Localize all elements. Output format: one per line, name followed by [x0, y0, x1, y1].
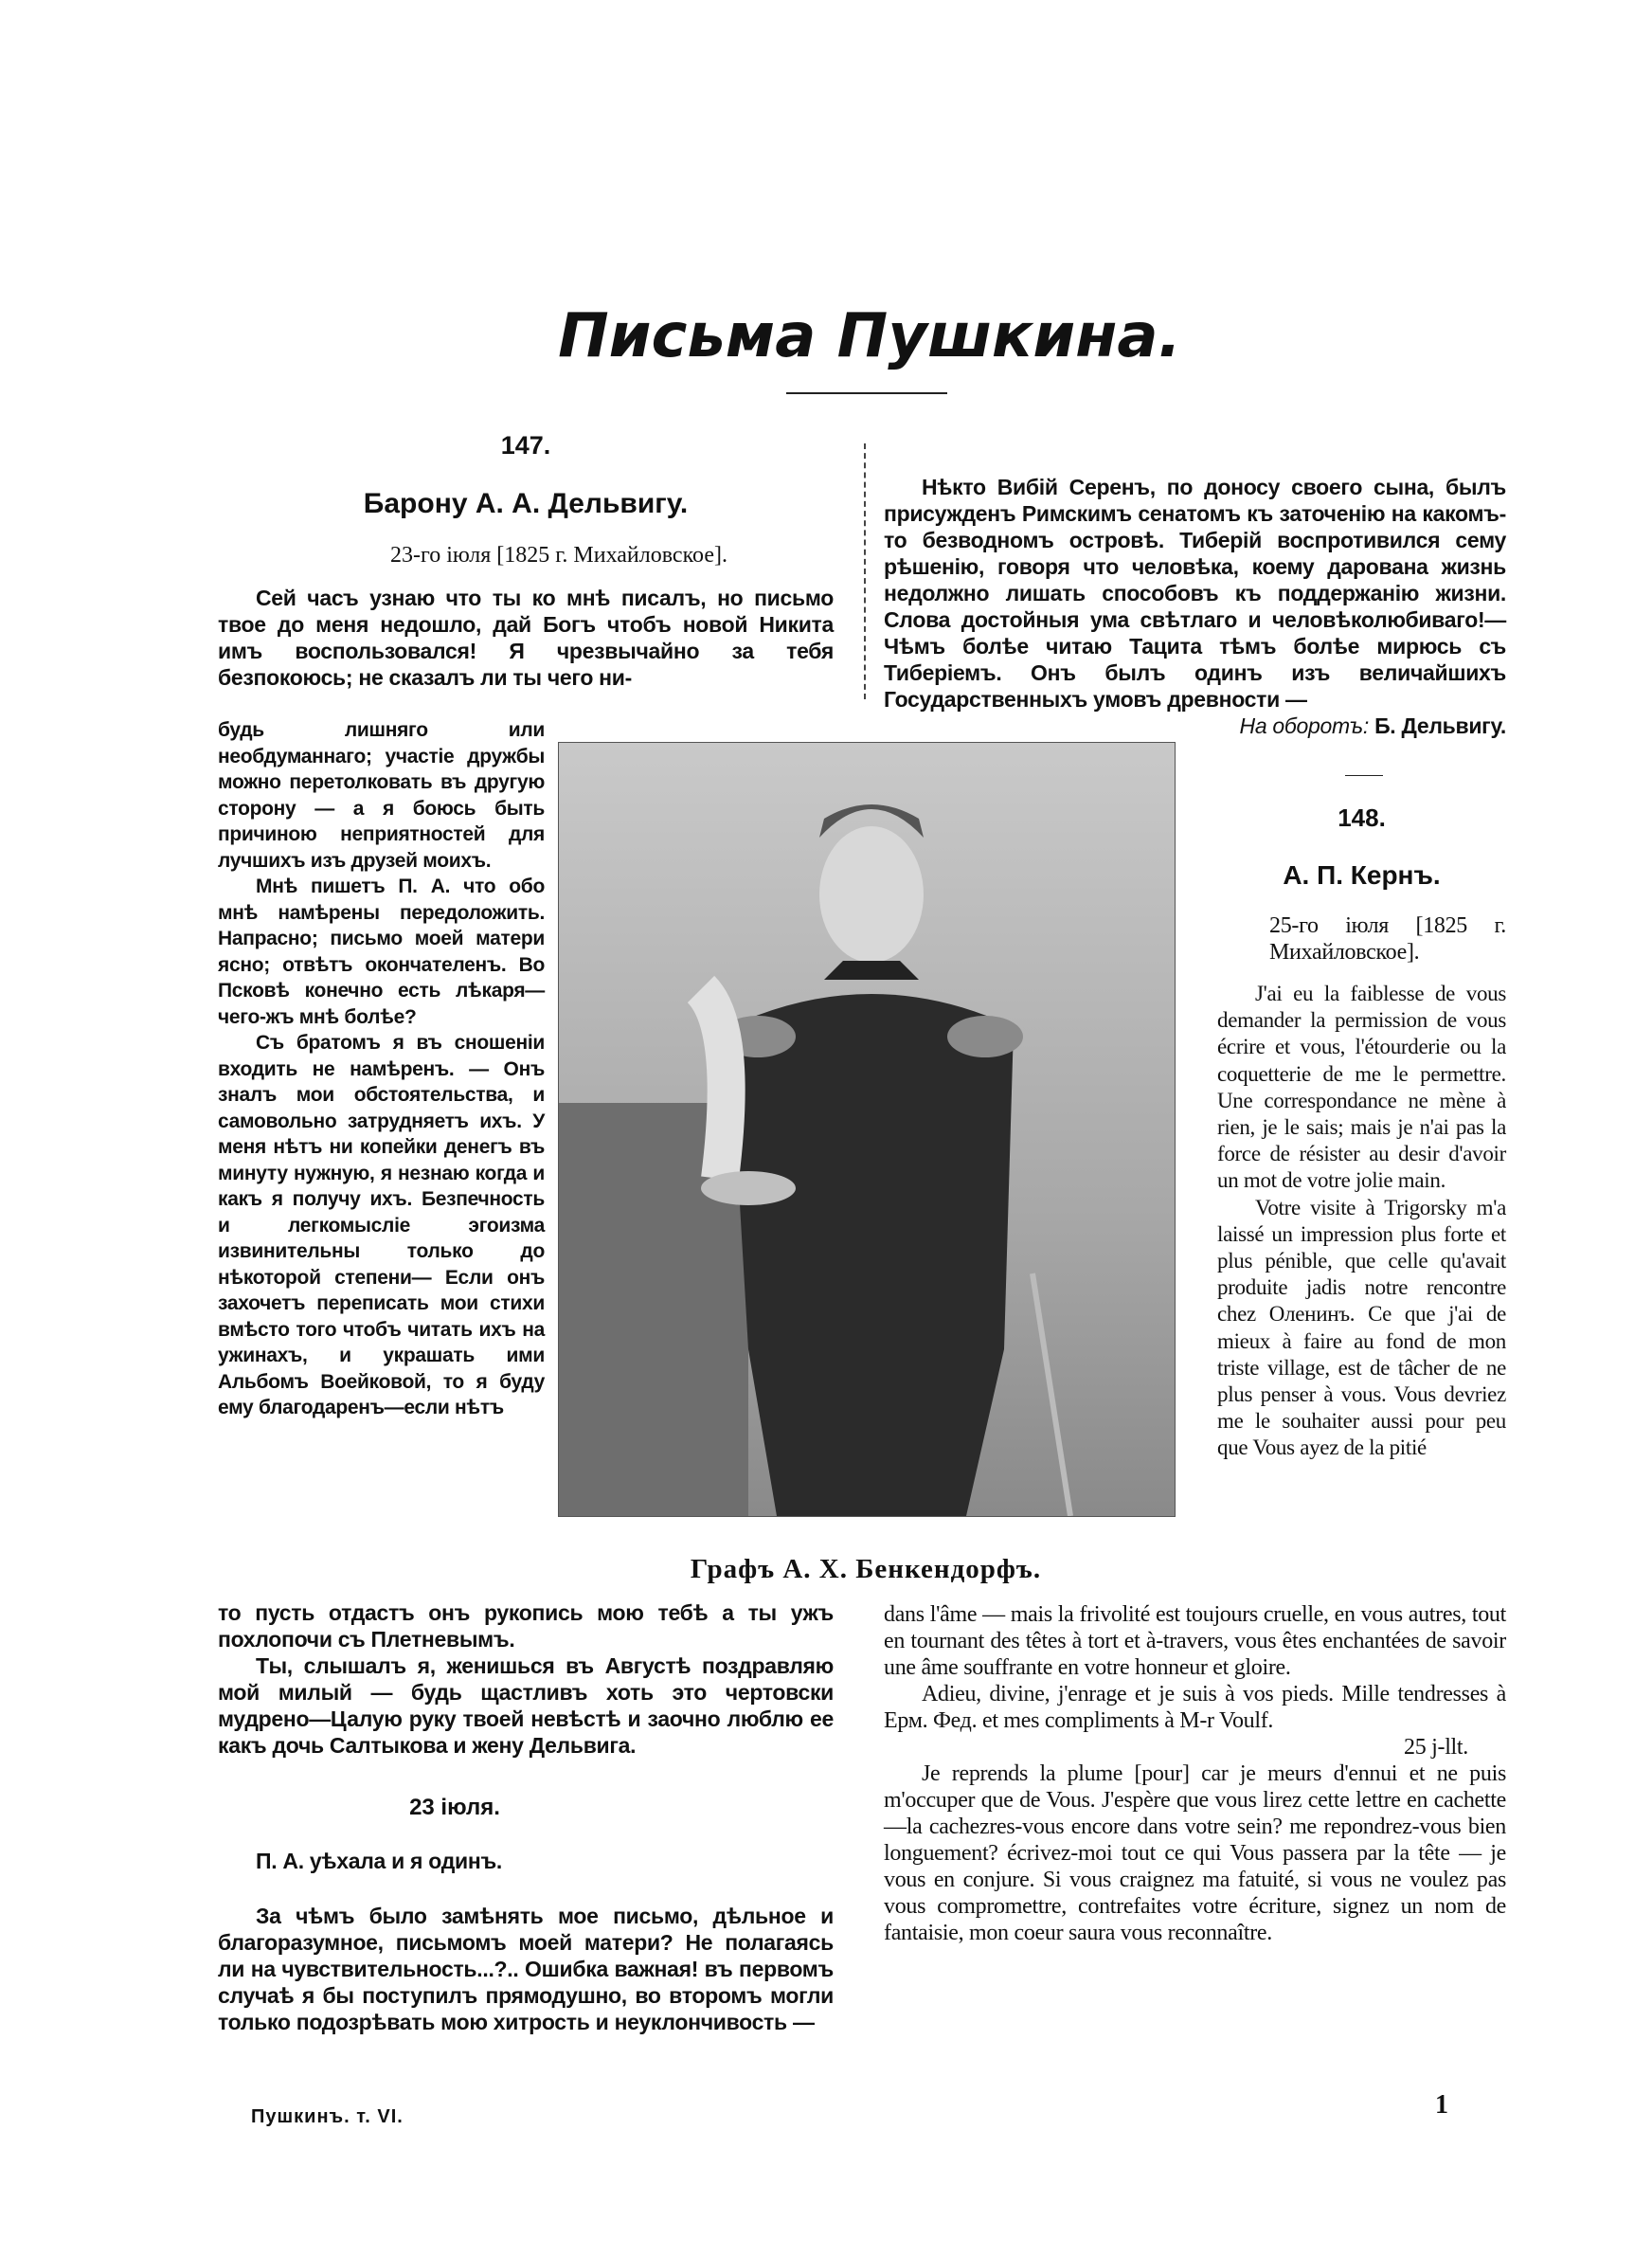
portrait-image — [558, 742, 1176, 1517]
verso-label: На оборотъ: — [1239, 713, 1369, 738]
page-number: 1 — [1435, 2090, 1448, 2120]
separator — [1345, 775, 1383, 776]
letter-147-date: 23-го іюля [1825 г. Михайловское]. — [390, 543, 727, 568]
letter-147-text-continued: то пусть отдастъ онъ рукопись мою тебѣ а ты ужъ похлопочи съ Плетневымъ. Ты, слышалъ я, женишься въ Августѣ поздравляю мой милый — будь щастливъ хоть это чертовски мудрено—Цалую руку твоей невѣстѣ и заочно люблю ее какъ дочь Салтыкова и жену Дельвига. — [218, 1600, 834, 1758]
letter-148-number: 148. — [1338, 803, 1386, 832]
letter-147-tacitus-paragraph: Нѣкто Вибій Серенъ, по доносу своего сына, былъ присужденъ Римскимъ сенатомъ къ заточенію на какомъ-то безводномъ островѣ. Тиберій воспротивился сему рѣшенію, говоря что человѣка, коему дарована жизнь недолжно лишать способовъ къ поддержанію жизни. Слова достойныя ума свѣтлаго и человѣколюбиваго!—Чѣмъ болѣе читаю Тацита тѣмъ болѣе мирюсь съ Тиберіемъ. Онъ былъ одинъ изъ величайшихъ Государственныхъ умовъ древности — — [884, 475, 1506, 712]
postscript-heading: П. А. уѣхала и я одинъ. — [256, 1849, 503, 1873]
verso-value: Б. Дельвигу. — [1374, 713, 1506, 738]
portrait-figure-icon — [559, 743, 1175, 1516]
verso-note — [1042, 713, 1506, 739]
letter-147-paragraph: Сей часъ узнаю что ты ко мнѣ писалъ, но письмо твое до меня недошло, дай Богъ чтобъ новой Никита имъ воспользовался! Я чрезвычайно за тебя безпокоюсь; не сказалъ ли ты чего ни- — [218, 586, 834, 690]
title-rule — [786, 392, 947, 394]
letter-148-addressee: А. П. Кернъ. — [1283, 860, 1441, 890]
letter-147-postscript: За чѣмъ было замѣнять мое письмо, дѣльное и благоразумное, письмомъ моей матери? Не полагаясь ли на чувствительность...?.. Ошибка важная! въ первомъ случаѣ я бы поступилъ прямодушно, во второмъ могли только подозрѣвать мою хитрость и неуклончивость — — [218, 1904, 834, 2034]
footer-signature: Пушкинъ. т. VI. — [251, 2106, 404, 2127]
page-title: Письма Пушкина. — [558, 301, 1181, 371]
column-divider — [864, 443, 866, 699]
letter-148-text: dans l'âme — mais la frivolité est toujours cruelle, en vous autres, tout en tournant des têtes à tort et à-travers, vous êtes enchantées de savoir une âme souffrante en votre honneur et gloire. Adieu, divine, j'enrage et je suis à vos pieds. Mille tendresses à Ерм. Фед. et mes compliments à M-r Voulf. 25 j-llt. Je reprends la plume [pour] car je meurs d'ennui et ne puis m'occuper que de Vous. J'espère que vous lirez cette lettre en cachette—la cachezres-vous encore dans votre sein? me repondrez-vous bien longuement? écrivez-moi tout ce qui Vous passera par la tête — je vous en conjure. Si vous craignez ma fatuité, si vous ne voulez pas vous compromettre, contrefaites votre écriture, signez un nom de fantaisie, mon coeur saura vous reconnaître. — [884, 1602, 1506, 1945]
letter-147-date2: 23 іюля. — [409, 1795, 500, 1820]
letter-147-addressee: Барону А. А. Дельвигу. — [363, 488, 689, 519]
portrait-caption: Графъ А. Х. Бенкендорфъ. — [690, 1554, 1042, 1584]
letter-147-narrow-text: будь лишняго или необдуманнаго; участіе дружбы можно перетолковать въ другую сторону — а я боюсь быть причиною неприятностей для лучшихъ изъ друзей моихъ. Мнѣ пишетъ П. А. что обо мнѣ намѣрены передоложить. Напрасно; письмо моей матери ясно; отвѣтъ окончателенъ. Во Псковѣ конечно есть лѣкаря—чего-жъ мнѣ болѣе? Съ братомъ я въ сношеніи входить не намѣренъ. — Онъ зналъ мои обстоятельства, и самовольно затрудняетъ ихъ. У меня нѣтъ ни копейки денегъ въ минуту нужную, я незнаю когда и какъ я получу ихъ. Безпечность и легкомысліе эгоизма извинительны только до нѣкоторой степени— Если онъ захочетъ переписать мои стихи вмѣсто того чтобъ читать ихъ на ужинахъ, и украшать ими Альбомъ Воейковой, то я буду ему благодаренъ—если нѣтъ — [218, 719, 545, 1418]
letter-148-date: 25-го іюля [1825 г. Михайловское]. — [1269, 913, 1506, 965]
letter-148-narrow-text: J'ai eu la faiblesse de vous demander la permission de vous écrire et vous, l'étourderie ou la coquetterie de me le permettre. Une correspondance ne mène à rien, je le sais; mais je n'ai pas la force de résister au desir d'avoir un mot de votre jolie main. Votre visite à Trigorsky m'a laissé un impression plus forte et plus pénible, que celle qu'avait produite jadis notre rencontre chez Оленинъ. Ce que j'ai de mieux à faire au fond de mon triste village, est de tâcher de ne plus penser à vous. Vous devriez me le souhaiter aussi pour peu que Vous ayez de la pitié — [1217, 982, 1506, 1460]
letter-147-number: 147. — [500, 431, 551, 460]
